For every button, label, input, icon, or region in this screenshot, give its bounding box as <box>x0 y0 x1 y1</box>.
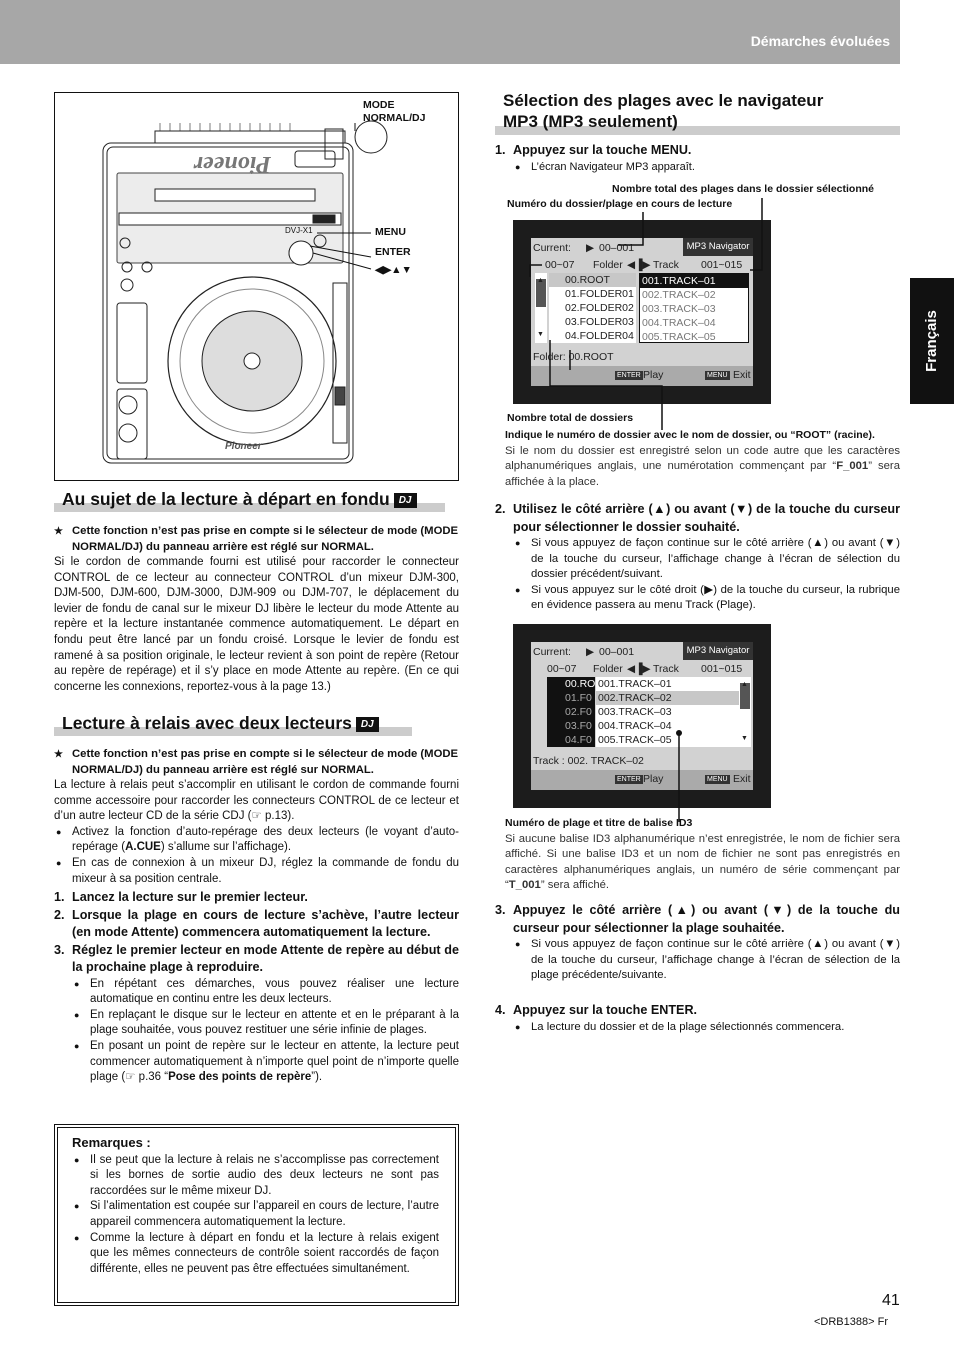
relay-bullet: ● En cas de connexion à un mixeur DJ, réglez la commande de fondu du mixeur à sa position centrale. <box>54 856 459 887</box>
display-badge: DVJ-X1 <box>285 226 313 235</box>
track-item[interactable]: 004.TRACK–04 <box>598 720 672 732</box>
current-value: 00–001 <box>599 242 635 254</box>
folder-label: Folder <box>593 663 623 675</box>
track-item[interactable]: 004.TRACK–04 <box>642 317 716 329</box>
caption-total-tracks: Nombre total des plages dans le dossier sélectionné <box>612 183 874 195</box>
menu-label: MENU <box>375 226 406 238</box>
menu-key: MENU <box>707 372 728 379</box>
remark-item: ● Comme la lecture à départ en fondu et la lecture à relais exigent que les mêmes connecteurs de contrôle soient raccordés de façon différente, elles ne peuvent pas être effectuées simultanément. <box>72 1231 439 1278</box>
fade-section <box>54 489 459 695</box>
relay-body: La lecture à relais peut s’accomplir en utilisant le cordon de commande fourni comme accessoire pour raccorder les connecteurs CONTROL de ce lecteur et d’un autre lecteur CD de la série CDJ (☞ p.13). <box>54 779 459 823</box>
mp3-step-2-block <box>495 501 900 614</box>
bottom-logo: Pioneer <box>225 441 262 452</box>
callout-lines <box>500 190 780 430</box>
step2-bullet: ● Si vous appuyez sur le côté droit (▶) de la touche du curseur, la rubrique en évidence passera au menu Track (Plage). <box>513 583 900 614</box>
section-title: Démarches évoluées <box>750 33 890 49</box>
folder-number-note <box>505 428 900 490</box>
step3-bullet: ● Si vous appuyez de façon continue sur le côté arrière (▲) ou avant (▼) de la touche du curseur, l’affichage change à l’écran de sélection de la plage précédente/suivante. <box>513 937 900 984</box>
relay-bullet: ● Activez la fonction d’auto-repérage des deux lecteurs (le voyant d’auto-repérage (A.CUE) s’allume sur l’affichage). <box>54 825 459 856</box>
current-value: 00–001 <box>599 646 635 658</box>
folder-range: 00~07 <box>545 259 575 271</box>
track-item[interactable]: 001.TRACK–01 <box>640 274 748 288</box>
track-label: Track <box>653 663 679 675</box>
track-item[interactable]: 005.TRACK–05 <box>642 331 716 343</box>
caption-total-folders: Nombre total de dossiers <box>507 412 634 424</box>
track-item[interactable]: 002.TRACK–02 <box>596 691 739 705</box>
id3-note <box>505 816 900 894</box>
relay-note: ★ Cette fonction n’est pas prise en compte si le sélecteur de mode (MODE NORMAL/DJ) du panneau arrière est réglé sur NORMAL. <box>54 747 459 778</box>
mp3-step-4-block <box>495 1002 900 1035</box>
remark-item: ● Si l’alimentation est coupée sur l’appareil en cours de lecture, l’autre appareil commencera automatiquement la lecture. <box>72 1199 439 1230</box>
current-label: Current: <box>533 646 571 658</box>
mp3-step-2: 2. Utilisez le côté arrière (▲) ou avant (▼) de la touche du curseur pour sélectionner le dossier souhaité. <box>495 502 900 534</box>
folder-item[interactable]: 04.FOLDER04 <box>565 330 634 342</box>
step4-bullet: ● La lecture du dossier et de la plage sélectionnés commencera. <box>513 1020 900 1036</box>
track-range: 001~015 <box>701 259 743 271</box>
step3-bullet: ● En répétant ces démarches, vous pouvez réaliser une lecture automatique en continu entre les deux lecteurs. <box>72 977 459 1008</box>
screen-body <box>531 642 753 790</box>
track-item[interactable]: 003.TRACK–03 <box>598 706 672 718</box>
enter-key: ENTER <box>617 776 641 783</box>
folder-item[interactable]: 02.FOLDER02 <box>565 302 634 314</box>
folder-list[interactable] <box>547 677 595 747</box>
folder-item[interactable]: 01.F0 <box>565 692 592 704</box>
doc-code: <DRB1388> Fr <box>814 1316 888 1328</box>
enter-key: ENTER <box>617 372 641 379</box>
footer-bar <box>531 770 753 790</box>
mp3-section <box>495 90 900 175</box>
exit-label: Exit <box>733 773 751 785</box>
step2-bullet: ● Si vous appuyez de façon continue sur le côté arrière (▲) ou avant (▼) de la touche du curseur, l’affichage change à l’écran de sélection du dossier précédent/suivant. <box>513 536 900 583</box>
brand-logo: Pioneer <box>193 151 271 177</box>
track-range: 001~015 <box>701 663 743 675</box>
relay-step-2: 2. Lorsque la plage en cours de lecture s’achève, l’autre lecteur (en mode Attente) commencera automatiquement la lecture. <box>54 907 459 940</box>
nav-title: MP3 Navigator <box>683 238 753 256</box>
dj-badge: DJ <box>356 717 379 732</box>
folder-arrow-icon: ◀▐▶ <box>627 259 651 271</box>
folder-item[interactable]: 03.FOLDER03 <box>565 316 634 328</box>
caption-id3: Numéro de plage et titre de balise ID3 <box>505 817 693 829</box>
mp3-step-1: 1. Appuyez sur la touche MENU. <box>495 143 692 157</box>
language-tab <box>910 278 954 404</box>
mp3-title-2: MP3 (MP3 seulement) <box>503 112 678 131</box>
folder-item[interactable]: 00.RO <box>565 678 596 690</box>
folder-item[interactable]: 01.FOLDER01 <box>565 288 634 300</box>
remarks-title: Remarques : <box>72 1135 151 1150</box>
remarks-box <box>54 1124 459 1306</box>
track-list[interactable] <box>596 677 739 747</box>
caption-current: Numéro du dossier/plage en cours de lecture <box>507 198 733 210</box>
status-text: Folder: 00.ROOT <box>533 351 614 363</box>
step1-bullet: ● L’écran Navigateur MP3 apparaît. <box>513 160 900 176</box>
folder-number-text: Si le nom du dossier est enregistré selon un code autre que les caractères alphanumériques anglais, une numérotation commençant par “F_001” sera affichée à la place. <box>505 444 900 488</box>
folder-item[interactable]: 03.F0 <box>565 720 592 732</box>
folder-label: Folder <box>593 259 623 271</box>
track-item[interactable]: 001.TRACK–01 <box>598 678 672 690</box>
track-label: Track <box>653 259 679 271</box>
arrows-label: ◀▶▲▼ <box>375 264 412 276</box>
header-bar <box>0 0 900 64</box>
nav-title: MP3 Navigator <box>683 642 753 660</box>
id3-text: Si aucune balise ID3 alphanumérique n’est enregistrée, le nom de fichier sera affiché. Si une balise ID3 et un nom de fichier ne sont pas enregistrés en caractères alphanumériques anglais, un numéro de série commençant par “T_001” sera affiché. <box>505 832 900 892</box>
play-icon: ▶ <box>586 646 595 658</box>
folder-range: 00~07 <box>547 663 577 675</box>
track-item[interactable]: 003.TRACK–03 <box>642 303 716 315</box>
remark-item: ● Il se peut que la lecture à relais ne s’accomplisse pas correctement si les bornes de sortie audio des deux lecteurs ne sont pas raccordées sur le même mixeur DJ. <box>72 1153 439 1200</box>
status-text: Track : 002. TRACK–02 <box>533 755 644 767</box>
track-item[interactable]: 002.TRACK–02 <box>642 289 716 301</box>
mp3-step-4: 4. Appuyez sur la touche ENTER. <box>495 1003 698 1017</box>
current-label: Current: <box>533 242 571 254</box>
exit-label: Exit <box>733 369 751 381</box>
relay-step-1: 1. Lancez la lecture sur le premier lecteur. <box>54 890 308 905</box>
language-label: Français <box>923 310 941 372</box>
page-number: 41 <box>882 1292 900 1309</box>
caption-folder-number: Indique le numéro de dossier avec le nom de dossier, ou “ROOT” (racine). <box>505 429 875 441</box>
folder-arrow-icon: ◀▐▶ <box>627 663 651 675</box>
device-illustration <box>54 92 459 481</box>
track-scrollbar[interactable]: ▲ ▼ <box>739 677 751 747</box>
mp3-navigator-screen-2 <box>513 624 771 808</box>
fade-title: Au sujet de la lecture à départ en fondu <box>62 489 390 509</box>
play-label: Play <box>643 369 664 381</box>
step3-bullet: ● En replaçant le disque sur le lecteur en attente et en le préparant à la plage souhaitée, vous pouvez restituer une série infinie de plages. <box>72 1008 459 1039</box>
relay-section <box>54 713 459 1086</box>
folder-item[interactable]: 02.F0 <box>565 706 592 718</box>
player-drawing <box>55 93 458 480</box>
folder-item[interactable]: 00.ROOT <box>549 273 636 287</box>
id3-callout-line <box>672 728 688 822</box>
play-icon: ▶ <box>586 242 595 254</box>
mp3-step-3-block <box>495 902 900 984</box>
relay-title: Lecture à relais avec deux lecteurs <box>62 713 352 733</box>
track-item[interactable]: 005.TRACK–05 <box>598 734 672 746</box>
relay-step-3: 3. Réglez le premier lecteur en mode Attente de repère au début de la prochaine plage à reproduire. <box>54 942 459 975</box>
mp3-step-3: 3. Appuyez le côté arrière (▲) ou avant (▼) de la touche du curseur pour sélectionner la plage souhaitée. <box>495 903 900 935</box>
dj-badge: DJ <box>394 493 417 508</box>
fade-note: ★ Cette fonction n’est pas prise en compte si le sélecteur de mode (MODE NORMAL/DJ) du panneau arrière est réglé sur NORMAL. <box>54 524 459 555</box>
folder-scrollbar[interactable]: ▲ ▼ <box>535 273 547 343</box>
menu-key: MENU <box>707 776 728 783</box>
fade-body: Si le cordon de commande fourni est utilisé pour raccorder le connecteur CONTROL de ce lecteur au connecteur CONTROL d’un mixeur DJM-300, DJM-500, DJM-600, DJM-3000, DJM-909 ou DJM-707, le déplacement du levier de fondu de canal sur le mixeur DJ libère le lecteur du mode Attente au repère et la lecture instantanée commence automatiquement. Le départ en fondu peut être lancé par un fondu croisé. Lorsque le levier de fondu est ramené à sa position originale, le lecteur revient à son point de repère (Retour au repère de repérage) et il s’y place en mode Attente au repère. (En ce qui concerne les connexions, reportez-vous à la page 13.) <box>54 556 459 693</box>
mp3-title-1: Sélection des plages avec le navigateur <box>503 91 824 110</box>
mode-label: MODE NORMAL/DJ <box>363 99 426 124</box>
folder-item[interactable]: 04.F0 <box>565 734 592 746</box>
play-label: Play <box>643 773 664 785</box>
step3-bullet: ● En posant un point de repère sur le lecteur en attente, la lecture peut commencer automatiquement à n’importe quel point de n’importe quelle plage (☞ p.36 “Pose des points de repère”). <box>72 1039 459 1086</box>
enter-label: ENTER <box>375 246 411 258</box>
